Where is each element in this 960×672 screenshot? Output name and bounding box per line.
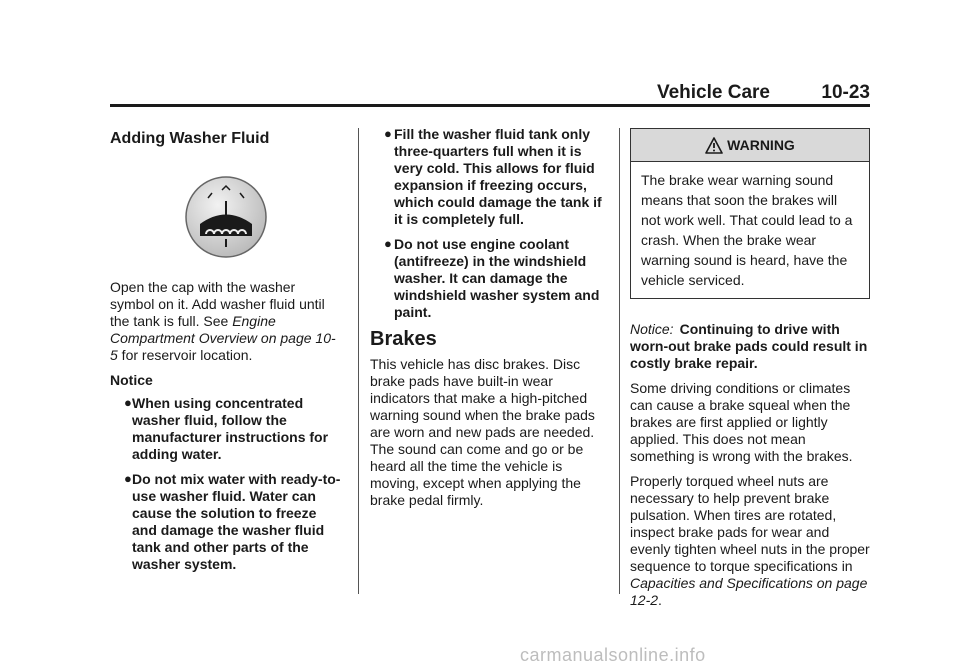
notice-label: Notice bbox=[110, 372, 153, 388]
column-divider-2 bbox=[619, 128, 620, 594]
warning-title: WARNING bbox=[727, 136, 795, 153]
notice-list bbox=[110, 395, 342, 573]
list-item bbox=[110, 471, 342, 573]
engine-compartment-reference[interactable]: Engine Compartment Overview on page 10-5 bbox=[110, 313, 336, 363]
column-3 bbox=[630, 122, 870, 617]
capacities-reference[interactable]: Capacities and Specifications on page 12-2 bbox=[630, 575, 868, 608]
washer-fluid-paragraph bbox=[110, 279, 342, 364]
notice-label-inline: Notice: bbox=[630, 321, 674, 337]
brake-squeal-paragraph: Some driving conditions or climates can cause a brake squeal when the brakes are first applied or lightly applied. This does not mean something is wrong with the brakes. bbox=[630, 380, 853, 464]
washer-icon-wrap bbox=[110, 175, 342, 263]
brakes-heading: Brakes bbox=[370, 328, 437, 350]
list-item-text: When using concentrated washer fluid, follow the manufacturer instructions for adding water. bbox=[132, 395, 329, 462]
list-item-text: Do not mix water with ready-to-use washer fluid. Water can cause the solution to freeze and damage the washer fluid tank and other parts of the washer system. bbox=[132, 471, 341, 572]
text-segment: Open the cap with the washer symbol on it. Add washer fluid until the tank is full. See bbox=[110, 279, 325, 329]
text-segment: Properly torqued wheel nuts are necessary to help prevent brake pulsation. When tires are rotated, inspect brake pads for wear and evenly tighten wheel nuts in the proper sequence to torque specifications in bbox=[630, 473, 870, 574]
notice-list-continued bbox=[370, 126, 608, 321]
warning-box bbox=[630, 128, 870, 299]
section-title: Vehicle Care bbox=[656, 82, 770, 103]
bullet-icon: ● bbox=[124, 395, 132, 410]
bullet-icon: ● bbox=[384, 236, 392, 251]
bullet-icon: ● bbox=[384, 126, 392, 141]
watermark: carmanualsonline.info bbox=[520, 645, 706, 665]
column-2 bbox=[370, 122, 608, 517]
warning-header bbox=[631, 129, 869, 162]
column-divider-1 bbox=[358, 128, 359, 594]
page-header bbox=[110, 82, 870, 107]
list-item bbox=[110, 395, 342, 463]
warning-text: The brake wear warning sound means that soon the brakes will not work well. That could lead to a crash. When the brake wear warning sound is heard, have the vehicle serviced. bbox=[641, 172, 853, 288]
notice-text: Continuing to drive with worn-out brake pads could result in costly brake repair. bbox=[630, 321, 868, 371]
text-segment: . bbox=[658, 592, 662, 608]
list-item-text: Fill the washer fluid tank only three-quarters full when it is very cold. This allows for fluid expansion if freezing occurs, which could damage the tank if it is completely full. bbox=[394, 126, 602, 227]
column-1 bbox=[110, 122, 342, 581]
list-item-text: Do not use engine coolant (antifreeze) in the windshield washer. It can damage the windshield washer system and paint. bbox=[394, 236, 600, 320]
washer-fluid-heading: Adding Washer Fluid bbox=[110, 130, 270, 147]
brake-notice bbox=[630, 321, 870, 372]
list-item bbox=[370, 236, 608, 321]
wheel-nuts-paragraph bbox=[630, 473, 870, 609]
text-segment: for reservoir location. bbox=[117, 347, 253, 363]
brakes-paragraph: This vehicle has disc brakes. Disc brake pads have built-in wear indicators that make a high-pitched warning sound when the brake pads are worn and new pads are needed. The sound can come and go or be heard all the time the vehicle is moving, except when applying the brake pedal firmly. bbox=[370, 356, 595, 508]
warning-triangle-icon bbox=[705, 137, 723, 154]
page-number: 10-23 bbox=[821, 82, 870, 103]
list-item bbox=[370, 126, 608, 228]
bullet-icon: ● bbox=[124, 471, 132, 486]
washer-fluid-icon bbox=[184, 175, 268, 259]
